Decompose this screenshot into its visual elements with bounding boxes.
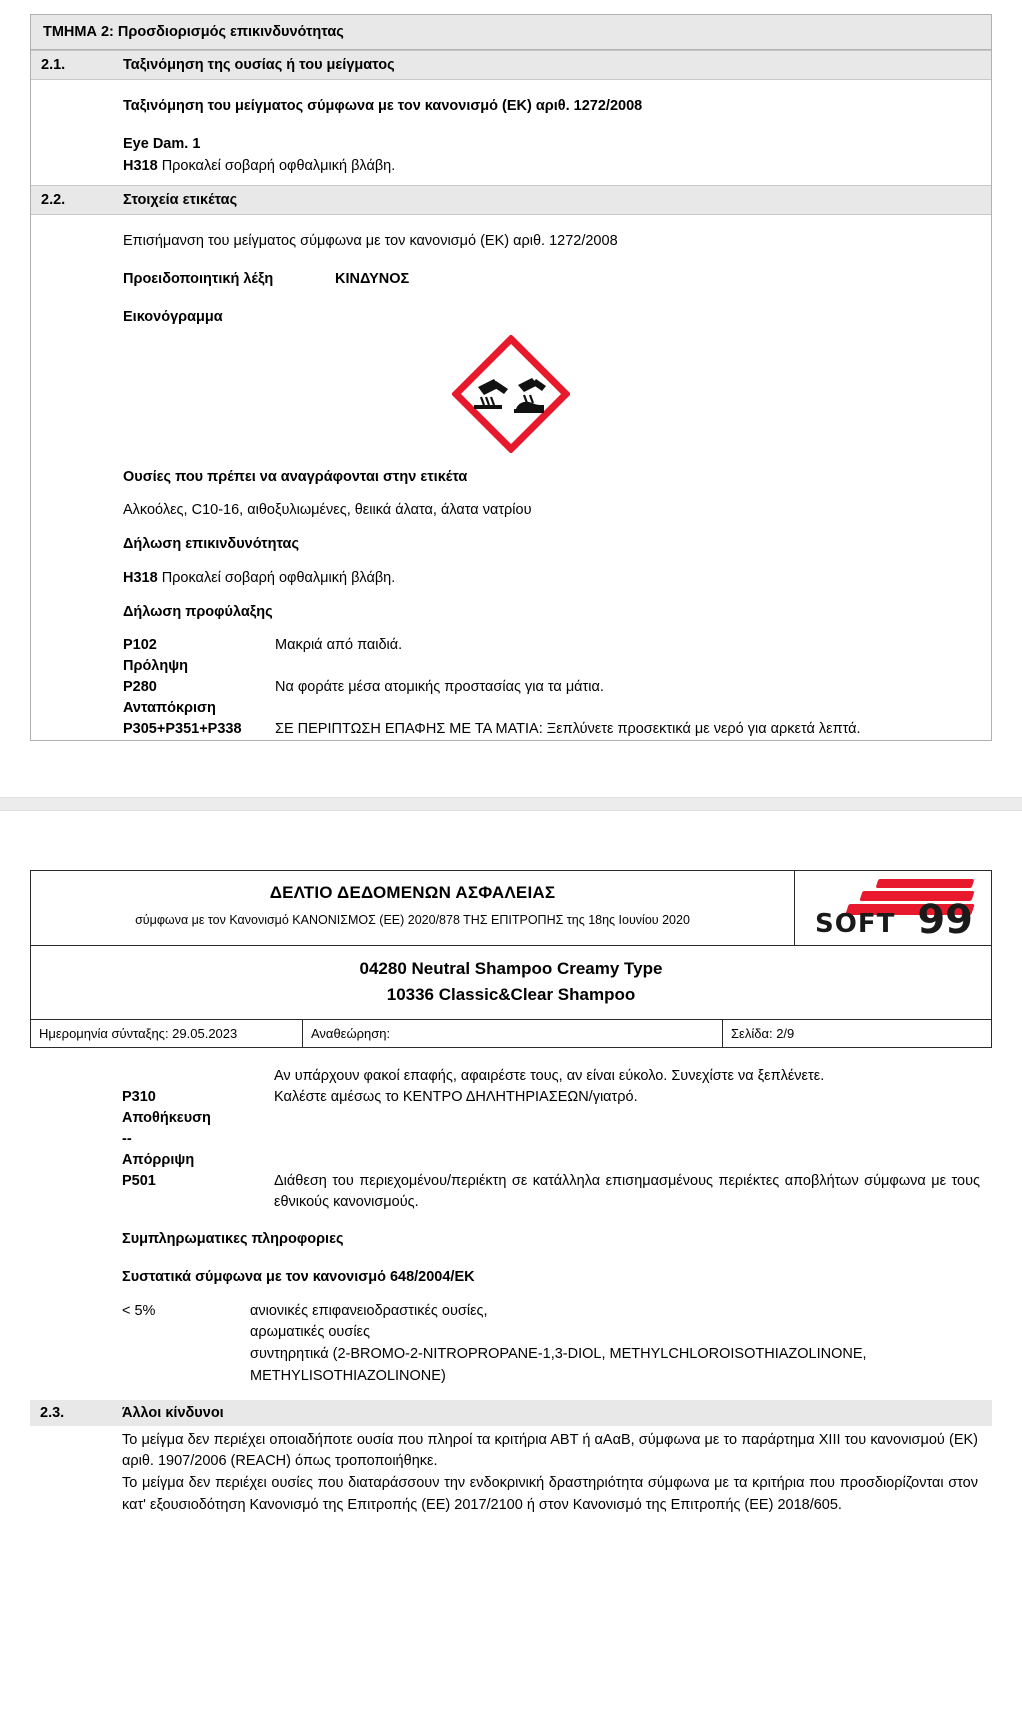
indent-spacer [31, 500, 93, 522]
hazard-code: H318 [123, 157, 158, 174]
subsection-2-3-body [30, 1426, 992, 1517]
indent-spacer [31, 568, 93, 590]
hazard-statement-code: H318 [123, 569, 158, 586]
indent-spacer [30, 1066, 92, 1213]
ingredients-label: Συστατικά σύμφωνα με τον κανονισμό 648/2004/ΕΚ [122, 1268, 475, 1285]
indent-spacer [31, 231, 93, 253]
section-2-header-label: ΤΜΗΜΑ 2: Προσδιορισμός επικινδυνότητας [43, 24, 344, 40]
precaution-row [122, 1087, 980, 1108]
labelling-intro-line [31, 215, 991, 253]
precaution-row [123, 635, 979, 656]
subsection-2-3-number: 2.3. [40, 1404, 65, 1421]
document-meta-row [30, 1020, 992, 1048]
document-subtitle: σύμφωνα με τον Κανονισμό ΚΑΝΟΝΙΣΜΟΣ (ΕΕ) 2020/878 ΤΗΣ ΕΠΙΤΡΟΠΗΣ της 18ης Ιουνίου 2020 [135, 913, 690, 927]
signal-word-label: Προειδοποιητική λέξη [123, 271, 274, 287]
continued-text: Αν υπάρχουν φακοί επαφής, αφαιρέστε τους, αν είναι εύκολο. Συνεχίστε να ξεπλένετε. [274, 1068, 825, 1084]
ingredient-percent: < 5% [122, 1302, 156, 1319]
signal-word-value: ΚΙΝΔΥΝΟΣ [335, 271, 410, 287]
indent-spacer [30, 1229, 92, 1251]
precaution-text [274, 1150, 980, 1171]
precaution-code: P501 [122, 1173, 156, 1190]
soft99-logo-icon [809, 877, 977, 943]
meta-page-number: Σελίδα: 2/9 [731, 1026, 795, 1041]
precaution-text: ΣΕ ΠΕΡΙΠΤΩΣΗ ΕΠΑΦΗΣ ΜΕ ΤΑ ΜΑΤΙΑ: Ξεπλύνετε προσεκτικά με νερό για αρκετά λεπτά. [275, 721, 861, 738]
indent-spacer [31, 134, 93, 156]
subsection-2-1-number: 2.1. [41, 57, 66, 73]
continued-precaution-block [30, 1066, 992, 1213]
label-substances-value: Αλκοόλες, C10-16, αιθοξυλιωμένες, θειικά άλατα, άλατα νατρίου [123, 502, 532, 519]
precaution-list-top [31, 623, 991, 740]
product-name-line-2: 10336 Classic&Clear Shampoo [386, 984, 636, 1004]
precaution-text [275, 656, 979, 677]
precaution-text: Μακριά από παιδιά. [275, 637, 403, 654]
hazard-text: Προκαλεί σοβαρή οφθαλμική βλάβη. [161, 157, 396, 174]
subsection-2-1-title: Ταξινόμηση της ουσίας ή του μείγματος [123, 57, 395, 73]
subsection-2-3-row [30, 1400, 992, 1426]
indent-spacer [31, 467, 93, 489]
document-title: ΔΕΛΤΙΟ ΔΕΔΟΜΕΝΩΝ ΑΣΦΑΛΕΙΑΣ [269, 883, 556, 902]
indent-spacer [30, 1301, 92, 1388]
page-separator-bar [0, 797, 1022, 811]
precaution-row [123, 656, 979, 677]
ingredient-values [250, 1301, 980, 1388]
precaution-row [123, 719, 979, 740]
hazard-statement-label-line [31, 522, 991, 556]
precaution-label-line [31, 590, 991, 624]
other-hazards-paragraph-1: Το μείγμα δεν περιέχει οποιαδήποτε ουσία που πληροί τα κριτήρια ΑΒΤ ή αΑαΒ, σύμφωνα με το παράρτημα XIII του κανονισμού (ΕΚ) αριθ. 1907/2006 (REACH) όπως τροποποιήθηκε. [122, 1431, 978, 1470]
other-hazards-paragraph-2: Το μείγμα δεν περιέχει ουσίες που διαταράσσουν την ενδοκρινική δραστηριότητα σύμφωνα με τα κριτήρια που προσδιορίζονται στον κατ' εξουσιοδότηση Κανονισμό της Επιτροπής (ΕΕ) 2017/2100 ή στον Κανονισμό της Επιτροπής (ΕΕ) 2018/605. [122, 1475, 978, 1513]
additional-info-label: Συμπληρωματικες πληροφοριες [122, 1231, 344, 1248]
section-2-table [30, 14, 992, 741]
ingredients-block [30, 1289, 992, 1388]
precaution-rows [93, 635, 991, 740]
precaution-code: Απόρριψη [122, 1152, 195, 1169]
precaution-code: -- [122, 1131, 132, 1148]
signal-word-line [31, 253, 991, 291]
indent-spacer [31, 307, 93, 329]
page-2-content [30, 870, 992, 1517]
continued-precaution-rows [92, 1066, 992, 1213]
ingredient-line: ανιονικές επιφανειοδραστικές ουσίες, [250, 1302, 488, 1319]
precaution-row [122, 1171, 980, 1213]
pictogram-container [31, 329, 991, 467]
pictogram-label-line [31, 291, 991, 329]
classification-code: Eye Dam. 1 [123, 135, 201, 152]
logo-stripe [876, 879, 975, 888]
additional-info-line [30, 1213, 992, 1251]
class-code-line [31, 118, 991, 156]
precaution-code: Αποθήκευση [122, 1110, 211, 1127]
hazard-statement-label: Δήλωση επικινδυνότητας [123, 536, 300, 552]
precaution-row [122, 1150, 980, 1171]
subsection-2-2-row [31, 185, 991, 215]
product-name-line-1: 04280 Neutral Shampoo Creamy Type [359, 959, 663, 978]
meta-issue-date: Ημερομηνία σύνταξης: 29.05.2023 [31, 1020, 303, 1047]
indent-spacer [30, 1267, 92, 1289]
logo-text-left: SOFT [815, 909, 896, 939]
precaution-text: Διάθεση του περιεχομένου/περιέκτη σε κατάλληλα επισημασμένους περιέκτες αποβλήτων σύμφωνα με τους εθνικούς κανονισμούς. [274, 1173, 980, 1211]
hazard-statement [93, 156, 991, 178]
precaution-code: P102 [123, 637, 157, 654]
product-name-block [30, 946, 992, 1020]
document-header [30, 870, 992, 946]
header-title-block [31, 871, 795, 945]
subsection-2-2-title: Στοιχεία ετικέτας [123, 192, 238, 209]
ingredient-line: METHYLISOTHIAZOLINONE) [250, 1367, 446, 1384]
page-2-body [30, 1048, 992, 1517]
precaution-text: Να φοράτε μέσα ατομικής προστασίας για τα μάτια. [275, 679, 604, 696]
continued-text-row [122, 1066, 980, 1087]
indent-spacer [31, 602, 93, 624]
section-2-header-row [31, 15, 991, 50]
indent-spacer [30, 1430, 92, 1517]
precaution-text [274, 1108, 980, 1129]
precaution-label: Δήλωση προφύλαξης [123, 603, 273, 620]
precaution-code: Πρόληψη [123, 658, 189, 675]
classification-heading-line [31, 80, 991, 118]
precaution-row [123, 698, 979, 719]
ingredients-label-line [30, 1251, 992, 1289]
precaution-text [275, 698, 979, 719]
precaution-row [122, 1108, 980, 1129]
hazard-code-line [31, 156, 991, 186]
indent-spacer [31, 534, 93, 556]
precaution-code: P310 [122, 1089, 156, 1106]
classification-heading: Ταξινόμηση του μείγματος σύμφωνα με τον κανονισμό (ΕΚ) αριθ. 1272/2008 [123, 98, 643, 114]
continued-code-empty [122, 1066, 274, 1087]
other-hazards-text [92, 1430, 992, 1517]
precaution-code: P305+P351+P338 [123, 721, 242, 738]
precaution-code: Ανταπόκριση [123, 700, 216, 717]
precaution-code: P280 [123, 679, 157, 696]
hazard-statement-text: Προκαλεί σοβαρή οφθαλμική βλάβη. [161, 569, 396, 586]
ingredients-rows [92, 1301, 992, 1388]
subsection-2-1-row [31, 50, 991, 80]
subsection-2-2-number: 2.2. [41, 192, 66, 209]
signal-word-pair [93, 269, 991, 291]
label-substances-value-line [31, 488, 991, 522]
indent-spacer [31, 96, 93, 118]
subsection-2-3-title: Άλλοι κίνδυνοι [122, 1404, 224, 1421]
hazard-statement-value [93, 568, 991, 590]
logo-text-right: 99 [917, 897, 973, 943]
ingredient-line: αρωματικές ουσίες [250, 1324, 370, 1341]
indent-spacer [31, 156, 93, 178]
precaution-row [123, 677, 979, 698]
ghs05-corrosion-icon [452, 335, 570, 453]
precaution-text: Καλέστε αμέσως το ΚΕΝΤΡΟ ΔΗΛΗΤΗΡΙΑΣΕΩΝ/γιατρό. [274, 1089, 638, 1106]
precaution-row [122, 1129, 980, 1150]
labelling-intro: Επισήμανση του μείγματος σύμφωνα με τον κανονισμό (ΕΚ) αριθ. 1272/2008 [123, 233, 618, 250]
ingredient-line: συντηρητικά (2-BROMO-2-NITROPROPANE-1,3-DIOL, METHYLCHLOROISOTHIAZOLINONE, [250, 1346, 867, 1363]
label-substances-label-line [31, 467, 991, 489]
logo-cell [795, 871, 991, 945]
pictogram-label: Εικονόγραμμα [123, 308, 223, 325]
page-break-seam [0, 745, 1022, 877]
label-substances-label: Ουσίες που πρέπει να αναγράφονται στην ετικέτα [123, 468, 468, 485]
hazard-statement-value-line [31, 556, 991, 590]
precaution-text [274, 1129, 980, 1150]
indent-spacer [31, 635, 93, 740]
ingredient-row [122, 1301, 980, 1388]
indent-spacer [31, 269, 93, 291]
meta-revision: Αναθεώρηση: [303, 1020, 723, 1047]
